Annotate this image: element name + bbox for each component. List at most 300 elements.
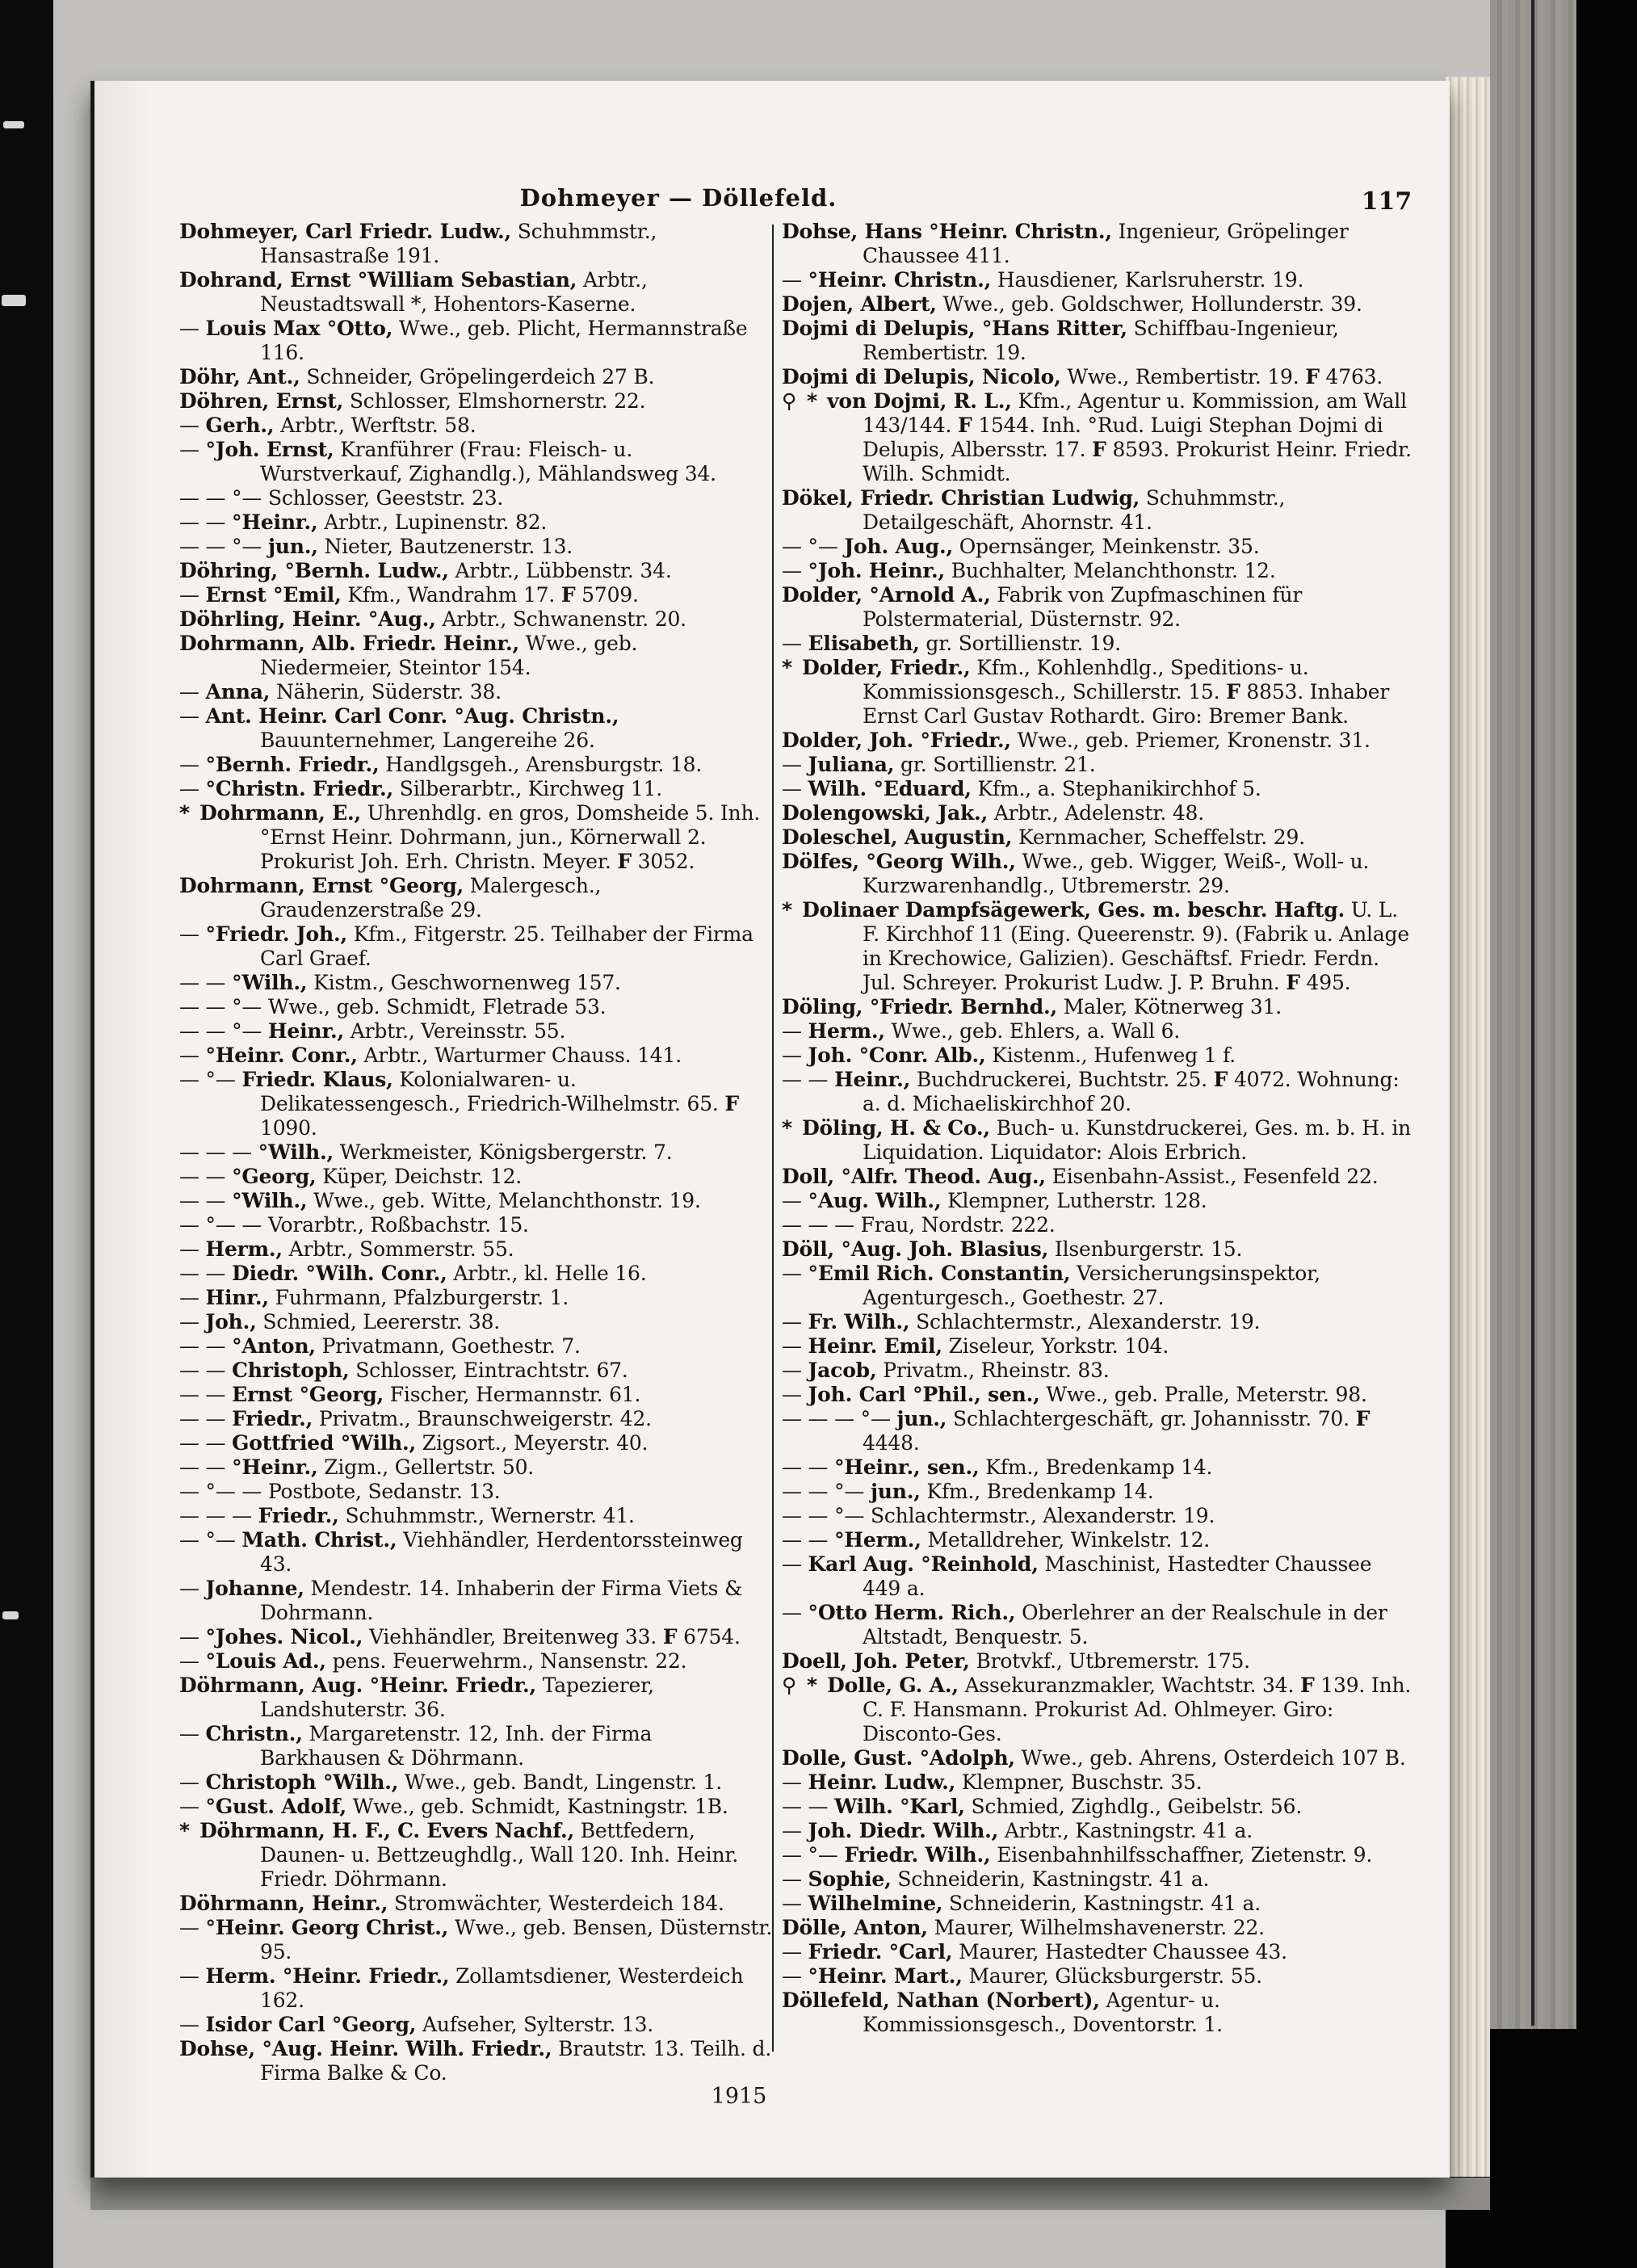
entry-text: Buchhalter, Melanchthonstr. 12.	[945, 559, 1276, 582]
entry-text: Arbtr., Werftstr. 58.	[274, 414, 476, 437]
entry-text: Kernmacher, Scheffelstr. 29.	[1012, 825, 1305, 849]
entry-text: — —	[179, 1262, 233, 1285]
entry-text: Arbtr., Adelenstr. 48.	[988, 801, 1205, 825]
entry-text: Arbtr., Vereinsstr. 55.	[344, 1019, 566, 1043]
entry-text: Aufseher, Sylterstr. 13.	[416, 2013, 654, 2036]
directory-entry	[782, 850, 1415, 898]
entry-text: Viehhändler, Herdentorssteinweg 43.	[260, 1528, 743, 1576]
directory-entry	[782, 1528, 1415, 1552]
directory-entry	[179, 874, 775, 922]
entry-name-bold: °Johes. Nicol.,	[205, 1625, 363, 1648]
entry-text: Frau, Nordstr. 222.	[860, 1213, 1056, 1237]
entry-text: Wwe., geb. Goldschwer, Hollunderstr. 39.	[936, 292, 1362, 316]
entry-text: 4448.	[863, 1431, 920, 1455]
entry-text: Arbtr., Neustadtswall *, Hohentors-Kaserne.	[260, 268, 648, 316]
entry-text: — °— —	[179, 1480, 268, 1503]
scan-artifact	[2, 295, 26, 306]
entry-text: 3052.	[631, 850, 695, 873]
entry-name-bold: °Bernh. Friedr.,	[205, 753, 380, 776]
entry-text: —	[179, 317, 206, 340]
directory-entry	[782, 1552, 1415, 1601]
directory-entry	[782, 1892, 1415, 1916]
entry-name-bold: Fr. Wilh.,	[808, 1310, 910, 1334]
entry-text: Kfm., Wandrahm 17.	[341, 583, 561, 607]
entry-name-bold: °Wilh.,	[258, 1140, 334, 1164]
directory-entry	[179, 1068, 775, 1140]
entry-name-bold: Gerh.,	[205, 414, 275, 437]
entry-name-bold: F	[662, 1625, 678, 1648]
entry-name-bold: Doll, °Alfr. Theod. Aug.,	[782, 1165, 1046, 1188]
entry-text: Zigm., Gellertstr. 50.	[317, 1455, 535, 1479]
margin-marker: *	[782, 656, 795, 679]
entry-name-bold: Dohrmann, Alb. Friedr. Heinr.,	[179, 632, 520, 655]
entry-name-bold: jun.,	[870, 1480, 921, 1503]
entry-name-bold: Dolle, G. A.,	[827, 1674, 959, 1697]
directory-entry	[782, 825, 1415, 850]
entry-text: Schmied, Leererstr. 38.	[256, 1310, 501, 1334]
directory-entry	[179, 438, 775, 486]
entry-name-bold: Johanne,	[205, 1577, 304, 1600]
directory-entry	[782, 1916, 1415, 1940]
entry-text: — —	[179, 1383, 233, 1406]
entry-text: —	[782, 559, 808, 582]
directory-entry	[782, 777, 1415, 801]
entry-text: — — °—	[782, 1480, 871, 1503]
entry-text: Privatm., Braunschweigerstr. 42.	[313, 1407, 652, 1430]
entry-name-bold: F	[1299, 1674, 1315, 1697]
entry-text: — — °—	[179, 486, 268, 510]
entry-text: —	[179, 1044, 206, 1067]
entry-name-bold: F	[617, 850, 632, 873]
entry-name-bold: Dohse, Hans °Heinr. Christn.,	[782, 220, 1112, 243]
directory-column-left	[179, 220, 775, 2085]
entry-text: —	[179, 1649, 206, 1673]
directory-entry	[179, 1189, 775, 1213]
entry-text: Bauunternehmer, Langereihe 26.	[260, 729, 595, 752]
entry-text: Arbtr., Warturmer Chauss. 141.	[357, 1044, 682, 1067]
entry-name-bold: F	[1286, 971, 1300, 994]
directory-entry	[782, 801, 1415, 825]
entry-name-bold: °Louis Ad.,	[205, 1649, 326, 1673]
entry-text: —	[782, 1189, 808, 1212]
entry-text: —	[179, 1310, 206, 1334]
entry-text: Privatm., Rheinstr. 83.	[876, 1359, 1110, 1382]
directory-entry	[179, 1286, 775, 1310]
directory-entry	[782, 1746, 1415, 1770]
entry-text: Maurer, Hastedter Chaussee 43.	[952, 1940, 1287, 1964]
entry-text: —	[782, 1892, 808, 1915]
entry-name-bold: Diedr. °Wilh. Conr.,	[232, 1262, 447, 1285]
directory-entry	[179, 1964, 775, 2013]
entry-name-bold: Isidor Carl °Georg,	[205, 2013, 417, 2036]
entry-text: —	[782, 1359, 808, 1382]
entry-name-bold: Friedr. Wilh.,	[844, 1843, 991, 1867]
entry-text: Maschinist, Hastedter Chaussee 449 a.	[863, 1552, 1372, 1600]
entry-text: Hausdiener, Karlsruherstr. 19.	[991, 268, 1304, 292]
entry-name-bold: Juliana,	[808, 753, 895, 776]
entry-text: Kfm., a. Stephanikirchhof 5.	[971, 777, 1261, 800]
directory-entry	[179, 268, 775, 317]
margin-marker: ⚲ *	[782, 389, 820, 413]
entry-name-bold: °Christn. Friedr.,	[205, 777, 394, 800]
page-footer-year: 1915	[711, 2084, 767, 2109]
directory-entry	[782, 220, 1415, 268]
entry-text: Wwe., geb. Wigger, Weiß-, Woll- u. Kurzwarenhandlg., Utbremerstr. 29.	[863, 850, 1370, 897]
entry-text: —	[179, 680, 206, 704]
entry-text: Schiffbau-Ingenieur, Rembertistr. 19.	[863, 317, 1339, 364]
entry-name-bold: Dojmi di Delupis, °Hans Ritter,	[782, 317, 1127, 340]
entry-name-bold: Herm.,	[808, 1019, 885, 1043]
entry-name-bold: Doleschel, Augustin,	[782, 825, 1013, 849]
directory-column-right	[782, 220, 1415, 2037]
scan-right-background	[1576, 0, 1637, 2268]
entry-text: Arbtr., Sommerstr. 55.	[282, 1237, 514, 1261]
entry-text: — —	[782, 1068, 835, 1091]
entry-name-bold: °Gust. Adolf,	[205, 1795, 346, 1818]
directory-entry	[782, 1674, 1415, 1746]
directory-entry	[179, 1770, 775, 1795]
entry-text: — °—	[179, 1528, 242, 1552]
entry-text: Opernsänger, Meinkenstr. 35.	[952, 535, 1260, 558]
entry-name-bold: Dojen, Albert,	[782, 292, 937, 316]
directory-entry	[179, 1625, 775, 1649]
page-bottom-shadow	[90, 2178, 1490, 2210]
entry-text: — — —	[179, 1140, 258, 1164]
entry-text: Malergesch., Graudenzerstraße 29.	[260, 874, 602, 922]
entry-text: Klempner, Buschstr. 35.	[955, 1770, 1203, 1794]
directory-entry	[179, 1407, 775, 1431]
entry-name-bold: Ernst °Georg,	[232, 1383, 384, 1406]
entry-name-bold: F	[1213, 1068, 1228, 1091]
entry-text: —	[179, 922, 206, 946]
entry-text: — — — °—	[782, 1407, 897, 1430]
entry-text: Arbtr., kl. Helle 16.	[447, 1262, 647, 1285]
entry-text: Wwe., geb. Schmidt, Fletrade 53.	[267, 995, 607, 1018]
scan-artifact	[2, 1611, 19, 1619]
entry-text: Wwe., geb. Pralle, Meterstr. 98.	[1039, 1383, 1367, 1406]
margin-marker: *	[782, 1116, 795, 1140]
entry-text: — —	[179, 1334, 233, 1358]
entry-text: Viehhändler, Breitenweg 33.	[363, 1625, 663, 1648]
directory-entry	[179, 632, 775, 680]
directory-entry	[782, 1116, 1415, 1165]
entry-text: —	[782, 1964, 808, 1988]
directory-entry	[782, 365, 1415, 389]
entry-text: Kistenm., Hufenweg 1 f.	[985, 1044, 1236, 1067]
directory-entry	[179, 1455, 775, 1480]
entry-name-bold: Dohrmann, Ernst °Georg,	[179, 874, 464, 897]
directory-entry	[782, 535, 1415, 559]
entry-text: —	[179, 1722, 206, 1745]
entry-text: 4072. Wohnung: a. d. Michaeliskirchhof 20.	[863, 1068, 1400, 1115]
scan-artifact	[3, 121, 24, 128]
entry-text: Schuhmmstr., Hansastraße 191.	[260, 220, 657, 267]
directory-entry	[179, 559, 775, 583]
entry-text: Wwe., geb. Schmidt, Kastningstr. 1B.	[346, 1795, 728, 1818]
entry-text: Schneiderin, Kastningstr. 41 a.	[891, 1867, 1210, 1891]
entry-text: — —	[782, 1455, 835, 1479]
entry-name-bold: Herm.,	[205, 1237, 283, 1261]
directory-entry	[179, 1649, 775, 1674]
entry-text: — — °—	[179, 1019, 268, 1043]
directory-entry	[782, 1165, 1415, 1189]
page-number: 117	[1361, 187, 1412, 216]
directory-entry	[179, 1237, 775, 1262]
entry-name-bold: °Heinr. Georg Christ.,	[205, 1916, 449, 1939]
entry-text: Ingenieur, Gröpelinger Chaussee 411.	[863, 220, 1349, 267]
entry-name-bold: Math. Christ.,	[241, 1528, 397, 1552]
directory-entry	[782, 1989, 1415, 2037]
entry-text: —	[782, 777, 808, 800]
entry-text: —	[782, 1019, 808, 1043]
directory-entry	[179, 1504, 775, 1528]
entry-text: Schlosser, Geeststr. 23.	[267, 486, 504, 510]
directory-entry	[782, 729, 1415, 753]
entry-text: —	[782, 1262, 808, 1285]
page-header-title: Dohmeyer — Döllefeld.	[519, 184, 837, 212]
entry-text: Wwe., geb. Plicht, Hermannstraße 116.	[260, 317, 748, 364]
entry-text: Klempner, Lutherstr. 128.	[941, 1189, 1207, 1212]
entry-text: U. L. F. Kirchhof 11 (Eing. Queerenstr. 9). (Fabrik u. Anlage in Krechowice, Galizien). Geschäftsf. Friedr. Ferdn. Jul. Schreyer. Prokurist Ludw. J. P. Bruhn.	[863, 898, 1409, 994]
entry-text: — — °—	[782, 1504, 871, 1527]
directory-entry	[782, 1601, 1415, 1649]
entry-name-bold: Döling, °Friedr. Bernhd.,	[782, 995, 1058, 1018]
directory-entry	[179, 1140, 775, 1165]
entry-text: Wwe., geb. Ehlers, a. Wall 6.	[884, 1019, 1181, 1043]
margin-marker: ⚲ *	[782, 1674, 820, 1697]
entry-name-bold: Döll, °Aug. Joh. Blasius,	[782, 1237, 1049, 1261]
entry-text: — —	[179, 971, 233, 994]
entry-text: Vorarbtr., Roßbachstr. 15.	[267, 1213, 529, 1237]
entry-text: Schlosser, Elmshornerstr. 22.	[343, 389, 646, 413]
entry-name-bold: °Emil Rich. Constantin,	[808, 1262, 1071, 1285]
directory-entry	[782, 1770, 1415, 1795]
entry-text: Assekuranzmakler, Wachtstr. 34.	[958, 1674, 1300, 1697]
entry-text: — —	[179, 1165, 233, 1188]
entry-text: — —	[179, 1455, 233, 1479]
entry-name-bold: °Wilh.,	[232, 971, 308, 994]
entry-text: — °—	[782, 535, 845, 558]
directory-entry	[179, 1359, 775, 1383]
entry-text: Schlachtergeschäft, gr. Johannisstr. 70.	[947, 1407, 1356, 1430]
entry-text: Maurer, Glücksburgerstr. 55.	[962, 1964, 1262, 1988]
entry-text: 8853. Inhaber Ernst Carl Gustav Rothardt. Giro: Bremer Bank.	[863, 680, 1390, 728]
directory-entry	[179, 995, 775, 1019]
entry-text: —	[782, 1044, 808, 1067]
entry-name-bold: Dojmi di Delupis, Nicolo,	[782, 365, 1061, 388]
entry-text: Postbote, Sedanstr. 13.	[267, 1480, 501, 1503]
directory-entry	[782, 1407, 1415, 1455]
entry-name-bold: Dölle, Anton,	[782, 1916, 928, 1939]
entry-text: Schneiderin, Kastningstr. 41 a.	[942, 1892, 1261, 1915]
entry-text: —	[179, 1770, 206, 1794]
entry-name-bold: Döhrling, Heinr. °Aug.,	[179, 607, 436, 631]
directory-entry	[782, 486, 1415, 535]
entry-name-bold: Dohrand, Ernst °William Sebastian,	[179, 268, 577, 292]
margin-marker: *	[179, 1819, 192, 1842]
entry-text: —	[782, 632, 808, 655]
entry-text: 6754.	[677, 1625, 741, 1648]
directory-entry	[179, 2037, 775, 2085]
entry-text: Wwe., geb. Niedermeier, Steintor 154.	[260, 632, 638, 679]
book-fore-edge-pages	[1446, 77, 1490, 2177]
entry-text: —	[179, 2013, 206, 2036]
entry-text: —	[179, 753, 206, 776]
entry-text: —	[179, 438, 206, 461]
directory-entry	[179, 535, 775, 559]
entry-name-bold: Sophie,	[808, 1867, 892, 1891]
directory-entry	[179, 971, 775, 995]
entry-name-bold: Friedr.,	[232, 1407, 313, 1430]
directory-entry	[782, 1649, 1415, 1674]
directory-entry	[179, 1480, 775, 1504]
scan-left-edge	[0, 0, 53, 2268]
directory-entry	[782, 1795, 1415, 1819]
directory-entry	[782, 1480, 1415, 1504]
entry-text: Kfm., Agentur u. Kommission, am Wall 143/144.	[863, 389, 1407, 437]
entry-text: Maurer, Wilhelmshavenerstr. 22.	[927, 1916, 1265, 1939]
directory-entry	[782, 1213, 1415, 1237]
entry-text: — — —	[782, 1213, 861, 1237]
entry-name-bold: Dolder, °Arnold A.,	[782, 583, 991, 607]
entry-text: Kfm., Bredenkamp 14.	[979, 1455, 1213, 1479]
entry-name-bold: °Joh. Ernst,	[205, 438, 334, 461]
entry-name-bold: Dölfes, °Georg Wilh.,	[782, 850, 1016, 873]
directory-entry	[179, 389, 775, 414]
entry-text: —	[179, 704, 206, 728]
entry-text: —	[782, 1819, 808, 1842]
directory-entry	[782, 559, 1415, 583]
entry-text: Agentur- u. Kommissionsgesch., Doventorstr. 1.	[863, 1989, 1223, 2036]
entry-name-bold: °Anton,	[232, 1334, 316, 1358]
entry-text: Fischer, Hermannstr. 61.	[384, 1383, 641, 1406]
directory-entry	[179, 1019, 775, 1044]
entry-text: 139. Inh. C. F. Hansmann. Prokurist Ad. Ohlmeyer. Giro: Disconto-Ges.	[863, 1674, 1412, 1745]
entry-text: Wwe., geb. Witte, Melanchthonstr. 19.	[307, 1189, 701, 1212]
entry-text: —	[179, 1625, 206, 1648]
entry-text: —	[782, 1383, 808, 1406]
entry-text: Ziseleur, Yorkstr. 104.	[942, 1334, 1169, 1358]
entry-text: Maler, Kötnerweg 31.	[1057, 995, 1282, 1018]
entry-name-bold: Joh. Carl °Phil., sen.,	[808, 1383, 1040, 1406]
directory-entry	[782, 317, 1415, 365]
entry-text: — —	[782, 1528, 835, 1552]
entry-text: —	[782, 1940, 808, 1964]
directory-entry	[782, 292, 1415, 317]
directory-entry	[179, 2013, 775, 2037]
entry-text: Wwe., geb. Ahrens, Osterdeich 107 B.	[1014, 1746, 1406, 1770]
margin-marker: *	[179, 801, 192, 825]
directory-entry	[782, 583, 1415, 632]
entry-name-bold: jun.,	[896, 1407, 947, 1430]
entry-text: Arbtr., Kastningstr. 41 a.	[998, 1819, 1253, 1842]
entry-text: Schlosser, Eintrachtstr. 67.	[349, 1359, 628, 1382]
directory-entry	[179, 220, 775, 268]
entry-text: Buch- u. Kunstdruckerei, Ges. m. b. H. in Liquidation. Liquidator: Alois Erbrich.	[863, 1116, 1412, 1164]
entry-text: Zollamtsdiener, Westerdeich 162.	[260, 1964, 744, 2012]
entry-text: —	[179, 414, 206, 437]
entry-name-bold: Christn.,	[205, 1722, 303, 1745]
entry-text: Kfm., Kohlenhdlg., Speditions- u. Kommissionsgesch., Schillerstr. 15.	[863, 656, 1309, 704]
directory-entry	[179, 1916, 775, 1964]
directory-entry	[782, 1068, 1415, 1116]
entry-name-bold: Dolder, Joh. °Friedr.,	[782, 729, 1011, 752]
entry-text: —	[782, 268, 808, 292]
entry-text: Ilsenburgerstr. 15.	[1048, 1237, 1243, 1261]
entry-name-bold: Louis Max °Otto,	[205, 317, 393, 340]
entry-text: —	[782, 1310, 808, 1334]
entry-text: Uhrenhdlg. en gros, Domsheide 5. Inh. °Ernst Heinr. Dohrmann, jun., Körnerwall 2. Prokurist Joh. Erh. Christn. Meyer.	[260, 801, 761, 873]
directory-entry	[782, 1334, 1415, 1359]
entry-name-bold: Joh. °Conr. Alb.,	[808, 1044, 986, 1067]
entry-name-bold: Karl Aug. °Reinhold,	[808, 1552, 1039, 1576]
entry-name-bold: Wilh. °Karl,	[834, 1795, 965, 1818]
directory-entry	[179, 801, 775, 874]
entry-text: gr. Sortillienstr. 21.	[894, 753, 1096, 776]
entry-text: — °—	[179, 1068, 242, 1091]
entry-name-bold: °Joh. Heinr.,	[808, 559, 946, 582]
entry-text: Arbtr., Lübbenstr. 34.	[448, 559, 672, 582]
entry-name-bold: Friedr. °Carl,	[808, 1940, 953, 1964]
entry-text: —	[179, 1795, 206, 1818]
directory-entry	[179, 922, 775, 971]
entry-text: —	[179, 1577, 206, 1600]
entry-name-bold: Döling, H. & Co.,	[802, 1116, 990, 1140]
entry-text: —	[782, 1552, 808, 1576]
directory-entry	[179, 1431, 775, 1455]
entry-name-bold: Döhrmann, Heinr.,	[179, 1892, 388, 1915]
directory-entry	[179, 1165, 775, 1189]
entry-name-bold: F	[1226, 680, 1240, 704]
directory-entry	[179, 753, 775, 777]
entry-name-bold: °Heinr. Mart.,	[808, 1964, 963, 1988]
entry-name-bold: °Wilh.,	[232, 1189, 308, 1212]
directory-entry	[179, 607, 775, 632]
entry-name-bold: Wilhelmine,	[808, 1892, 943, 1915]
entry-text: Schmied, Zighdlg., Geibelstr. 56.	[964, 1795, 1303, 1818]
entry-name-bold: °Heinr. Christn.,	[808, 268, 992, 292]
entry-text: — — °—	[179, 535, 268, 558]
entry-name-bold: °Heinr. Conr.,	[205, 1044, 358, 1067]
entry-text: —	[782, 1770, 808, 1794]
directory-entry	[782, 632, 1415, 656]
entry-name-bold: °Heinr.,	[232, 1455, 318, 1479]
directory-entry	[782, 1843, 1415, 1867]
entry-name-bold: Dolle, Gust. °Adolph,	[782, 1746, 1015, 1770]
entry-text: Tapezierer, Landshuterstr. 36.	[260, 1674, 654, 1721]
entry-name-bold: °Heinr., sen.,	[834, 1455, 980, 1479]
entry-name-bold: Dolengowski, Jak.,	[782, 801, 988, 825]
entry-text: — —	[179, 1407, 233, 1430]
entry-text: gr. Sortillienstr. 19.	[919, 632, 1121, 655]
directory-entry	[782, 268, 1415, 292]
directory-entry	[179, 486, 775, 510]
directory-entry	[179, 1819, 775, 1892]
entry-text: 1090.	[260, 1116, 317, 1140]
directory-entry	[179, 1674, 775, 1722]
entry-text: pens. Feuerwehrm., Nansenstr. 22.	[325, 1649, 687, 1673]
entry-text: Kistm., Geschwornenweg 157.	[307, 971, 621, 994]
entry-text: Silberarbtr., Kirchweg 11.	[393, 777, 663, 800]
entry-name-bold: Döhrmann, H. F., C. Evers Nachf.,	[199, 1819, 574, 1842]
directory-entry	[782, 1044, 1415, 1068]
entry-name-bold: Friedr. Klaus,	[241, 1068, 393, 1091]
entry-name-bold: Gottfried °Wilh.,	[232, 1431, 417, 1455]
entry-text: Wwe., geb. Bandt, Lingenstr. 1.	[398, 1770, 722, 1794]
entry-name-bold: F	[560, 583, 576, 607]
directory-entry	[179, 680, 775, 704]
entry-name-bold: Heinr. Emil,	[808, 1334, 942, 1358]
